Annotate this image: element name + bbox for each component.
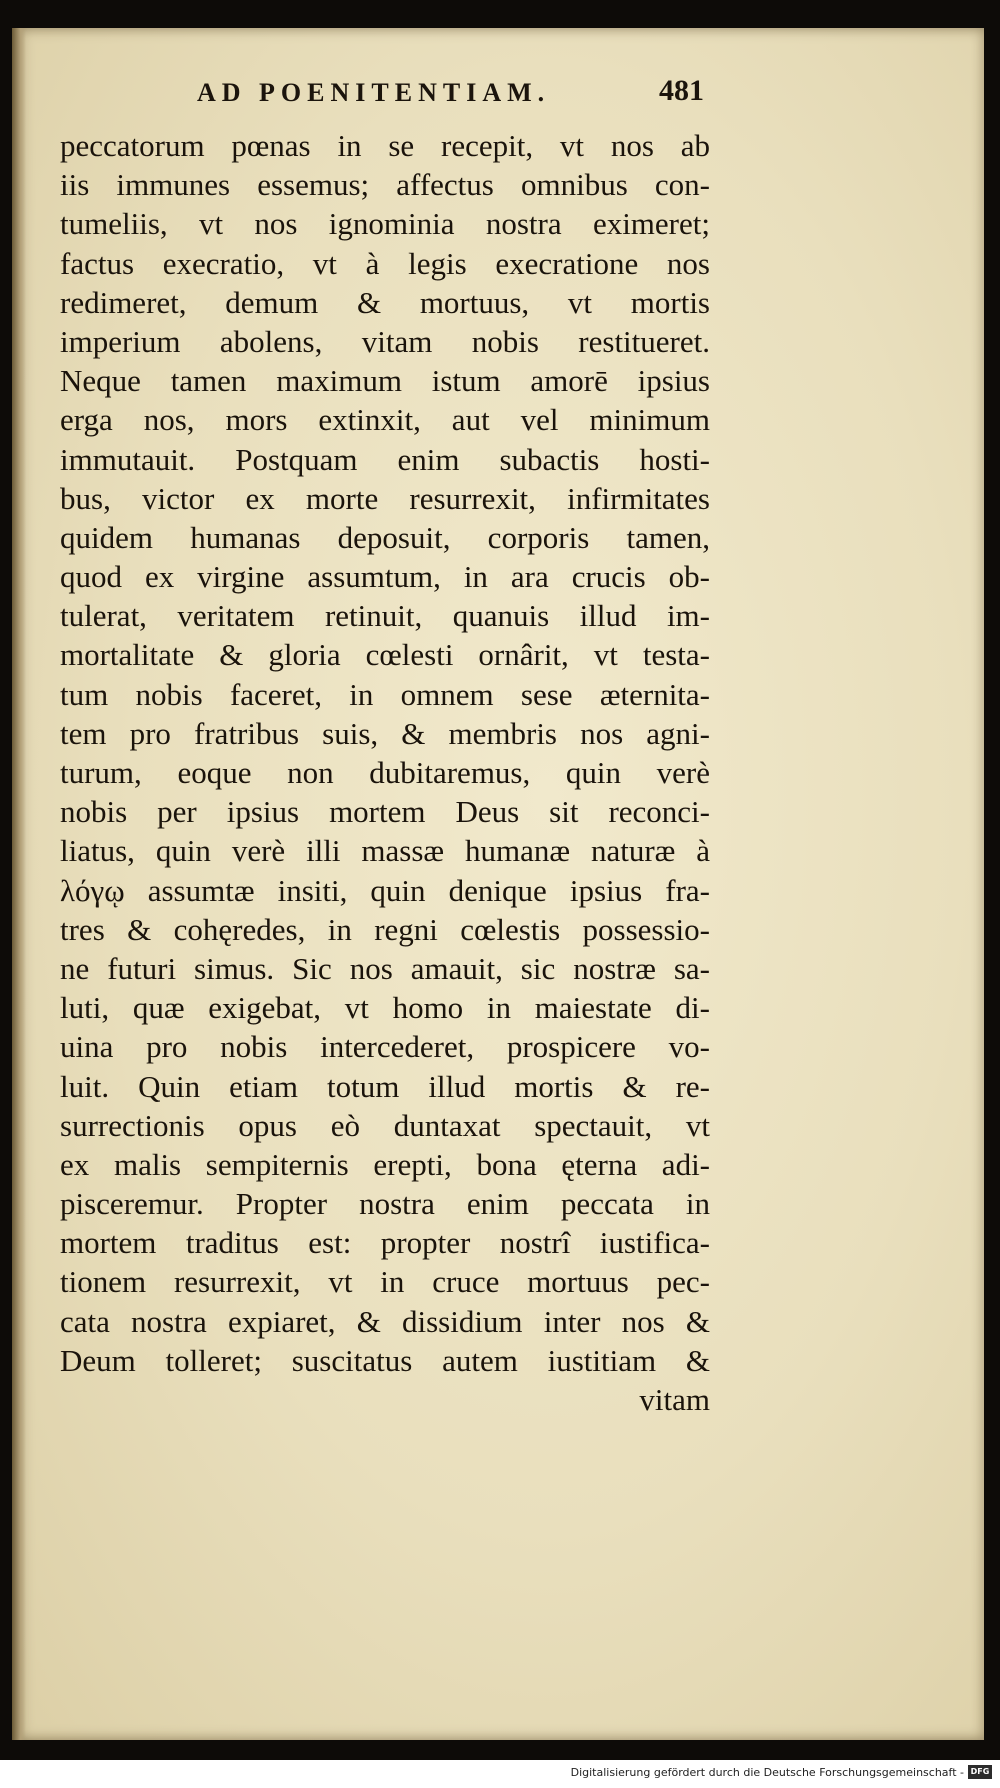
text-line: ne futuri simus. Sic nos amauit, sic nostræ sa- bbox=[60, 950, 710, 986]
text-line: tem pro fratribus suis, & membris nos agni- bbox=[60, 715, 710, 751]
text-line: imperium abolens, vitam nobis restitueret. bbox=[60, 323, 710, 359]
text-line: factus execratio, vt à legis execratione nos bbox=[60, 245, 710, 281]
text-line: tumeliis, vt nos ignominia nostra eximeret; bbox=[60, 206, 710, 242]
text-line: Deum tolleret; suscitatus autem iustitiam & bbox=[60, 1342, 710, 1378]
text-line: cata nostra expiaret, & dissidium inter nos & bbox=[60, 1303, 710, 1339]
text-line: liatus, quin verè illi massæ humanæ naturæ à bbox=[60, 833, 710, 869]
text-line: surrectionis opus eò duntaxat spectauit, vt bbox=[60, 1107, 710, 1143]
digitization-footer bbox=[0, 1760, 1000, 1788]
book-page bbox=[12, 28, 984, 1740]
text-line: tres & cohęredes, in regni cœlestis possessio- bbox=[60, 911, 710, 947]
dfg-logo: DFG bbox=[968, 1765, 992, 1779]
text-line: ex malis sempiternis erepti, bona ęterna adi- bbox=[60, 1146, 710, 1182]
text-line: mortem traditus est: propter nostrî iustifica- bbox=[60, 1225, 710, 1261]
text-line: luti, quæ exigebat, vt homo in maiestate di- bbox=[60, 990, 710, 1026]
text-line: peccatorum pœnas in se recepit, vt nos ab bbox=[60, 128, 710, 163]
text-line: iis immunes essemus; affectus omnibus con- bbox=[60, 167, 710, 203]
text-line: tum nobis faceret, in omnem sese æternita- bbox=[60, 676, 710, 712]
text-line: tionem resurrexit, vt in cruce mortuus pec- bbox=[60, 1264, 710, 1300]
text-line: redimeret, demum & mortuus, vt mortis bbox=[60, 284, 710, 320]
text-line: turum, eoque non dubitaremus, quin verè bbox=[60, 755, 710, 790]
body-text bbox=[60, 126, 710, 1419]
text-line: immutauit. Postquam enim subactis hosti- bbox=[60, 441, 710, 477]
page-gutter bbox=[12, 28, 26, 1740]
running-head-title: AD POENITENTIAM. bbox=[197, 78, 551, 107]
text-line: luit. Quin etiam totum illud mortis & re- bbox=[60, 1068, 710, 1104]
text-line: uina pro nobis intercederet, prospicere vo- bbox=[60, 1029, 710, 1065]
funding-credit: Digitalisierung gefördert durch die Deutsche Forschungsgemeinschaft - bbox=[570, 1766, 964, 1779]
text-line: erga nos, mors extinxit, aut vel minimum bbox=[60, 402, 710, 438]
text-line: λόγῳ assumtæ insiti, quin denique ipsius fra- bbox=[60, 872, 710, 908]
text-line: bus, victor ex morte resurrexit, infirmitates bbox=[60, 480, 710, 516]
text-line: quidem humanas deposuit, corporis tamen, bbox=[60, 519, 710, 555]
text-line: nobis per ipsius mortem Deus sit reconci- bbox=[60, 794, 710, 830]
text-line: tulerat, veritatem retinuit, quanuis illud im- bbox=[60, 598, 710, 634]
text-line: quod ex virgine assumtum, in ara crucis ob- bbox=[60, 559, 710, 595]
catchword: vitam bbox=[639, 1382, 710, 1417]
text-line: pisceremur. Propter nostra enim peccata in bbox=[60, 1186, 710, 1222]
page-number: 481 bbox=[659, 74, 704, 107]
text-line: mortalitate & gloria cœlesti ornârit, vt testa- bbox=[60, 637, 710, 673]
running-head bbox=[12, 72, 712, 122]
text-line: Neque tamen maximum istum amorē ipsius bbox=[60, 363, 710, 399]
